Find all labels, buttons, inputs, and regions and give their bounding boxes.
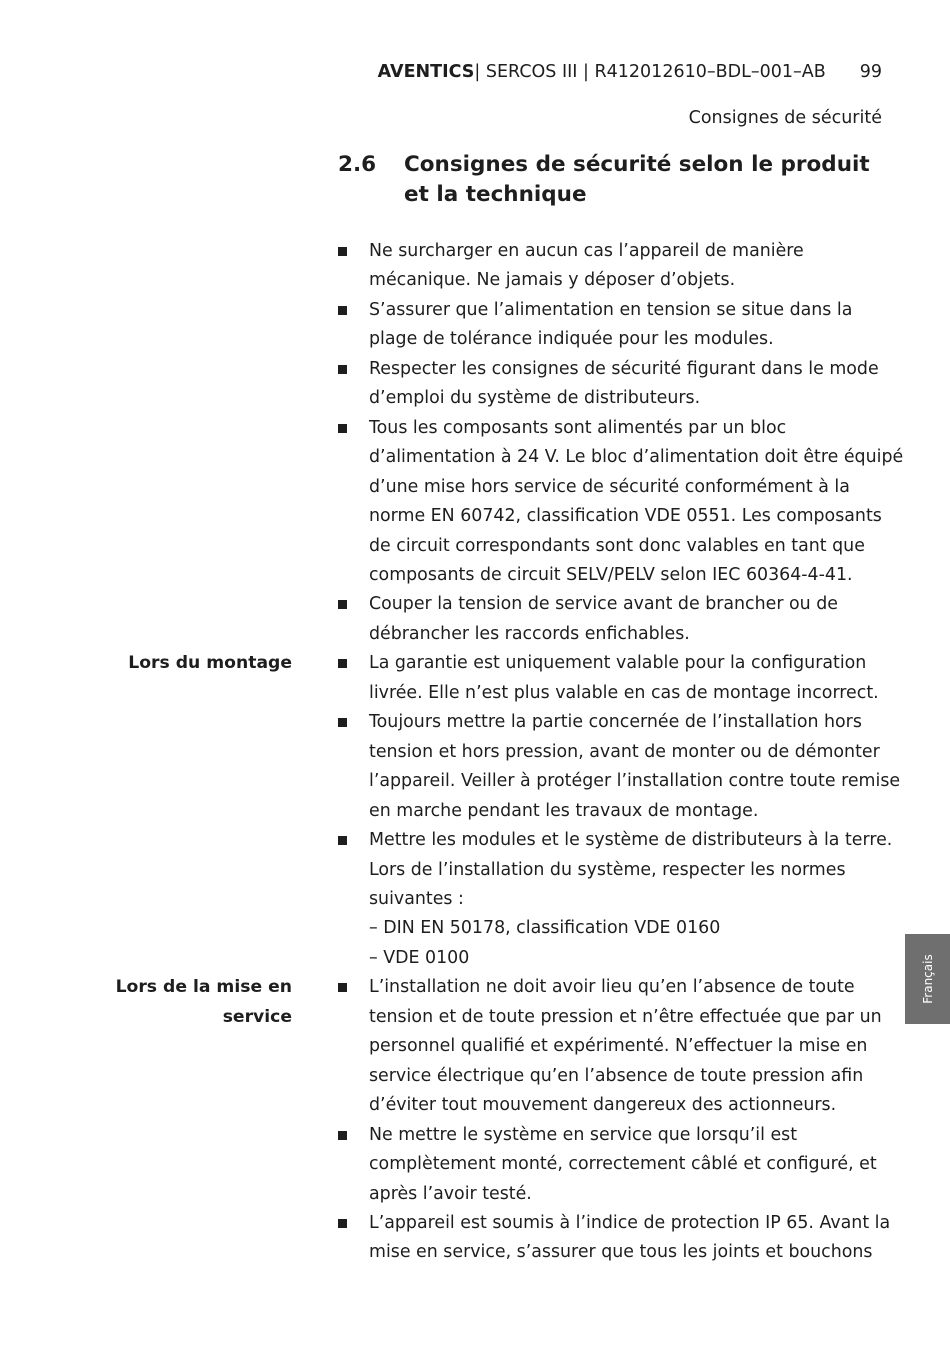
list-item-line: l’appareil. Veiller à protéger l’installation contre toute remise bbox=[369, 771, 901, 792]
square-bullet-icon bbox=[338, 306, 347, 315]
list-item-line: en marche pendant les travaux de montage. bbox=[369, 800, 759, 821]
list-item-line: mise en service, s’assurer que tous les joints et bouchons bbox=[369, 1242, 873, 1263]
square-bullet-icon bbox=[338, 983, 347, 992]
chapter-name: Consignes de sécurité bbox=[688, 108, 882, 128]
square-bullet-icon bbox=[338, 718, 347, 727]
section-title bbox=[338, 150, 898, 210]
list-item-line: composants de circuit SELV/PELV selon IEC 60364-4-41. bbox=[369, 564, 853, 585]
list-item-line: tension et de toute pression et n’être effectuée que par un bbox=[369, 1006, 882, 1027]
language-tab-label: Français bbox=[920, 954, 935, 1004]
list-item-line: d’une mise hors service de sécurité conformément à la bbox=[369, 476, 850, 497]
list-item-line: service électrique qu’en l’absence de toute pression afin bbox=[369, 1065, 864, 1086]
page-number: 99 bbox=[859, 62, 882, 82]
section-title-text: Consignes de sécurité selon le produit et la technique bbox=[404, 152, 870, 207]
list-item-line: tension et hors pression, avant de monter ou de démonter bbox=[369, 741, 880, 762]
list-item bbox=[338, 826, 893, 973]
list-item-line: suivantes : bbox=[369, 888, 464, 909]
list-item-line: L’installation ne doit avoir lieu qu’en l’absence de toute bbox=[369, 977, 855, 998]
mounting-label-text: Lors du montage bbox=[128, 653, 292, 674]
list-item-line: – VDE 0100 bbox=[369, 947, 470, 968]
list-item bbox=[338, 237, 888, 296]
mounting-instructions bbox=[128, 649, 901, 973]
list-item-line: Tous les composants sont alimentés par un bloc bbox=[369, 417, 787, 438]
content-area bbox=[115, 237, 904, 1268]
list-item bbox=[338, 1209, 891, 1268]
list-item-line: mécanique. Ne jamais y déposer d’objets. bbox=[369, 270, 736, 291]
list-item-line: de circuit correspondants sont donc valables en tant que bbox=[369, 535, 865, 556]
commissioning-instructions bbox=[115, 973, 891, 1268]
language-tab bbox=[905, 934, 950, 1024]
square-bullet-icon bbox=[338, 365, 347, 374]
list-item-line: d’éviter tout mouvement dangereux des actionneurs. bbox=[369, 1095, 837, 1116]
list-item-line: débrancher les raccords enfichables. bbox=[369, 623, 690, 644]
mounting-label bbox=[92, 649, 292, 678]
square-bullet-icon bbox=[338, 424, 347, 433]
square-bullet-icon bbox=[338, 1219, 347, 1228]
list-item-line: Mettre les modules et le système de distributeurs à la terre. bbox=[369, 830, 893, 851]
list-item-line: Lors de l’installation du système, respecter les normes bbox=[369, 859, 846, 880]
commissioning-label-line: Lors de la mise en bbox=[115, 977, 292, 998]
list-item-line: Respecter les consignes de sécurité figurant dans le mode bbox=[369, 358, 879, 379]
list-item-line: La garantie est uniquement valable pour la configuration bbox=[369, 653, 867, 674]
list-item-line: S’assurer que l’alimentation en tension se situe dans la bbox=[369, 299, 853, 320]
list-item-line: Couper la tension de service avant de brancher ou de bbox=[369, 594, 838, 615]
list-item-line: d’emploi du système de distributeurs. bbox=[369, 388, 701, 409]
list-item bbox=[338, 1121, 888, 1209]
list-item bbox=[338, 649, 888, 708]
square-bullet-icon bbox=[338, 659, 347, 668]
document-reference: | SERCOS III | R412012610–BDL–001–AB bbox=[474, 62, 826, 82]
list-item-line: livrée. Elle n’est plus valable en cas de montage incorrect. bbox=[369, 682, 879, 703]
square-bullet-icon bbox=[338, 247, 347, 256]
brand-name: AVENTICS bbox=[377, 62, 475, 82]
list-item-line: – DIN EN 50178, classification VDE 0160 bbox=[369, 918, 721, 939]
list-item bbox=[338, 296, 888, 355]
general-instructions bbox=[338, 237, 904, 649]
list-item-line: L’appareil est soumis à l’indice de protection IP 65. Avant la bbox=[369, 1212, 891, 1233]
square-bullet-icon bbox=[338, 1131, 347, 1140]
list-item-line: complètement monté, correctement câblé et configuré, et bbox=[369, 1154, 877, 1175]
list-item bbox=[338, 708, 901, 826]
list-item-line: personnel qualifié et expérimenté. N’effectuer la mise en bbox=[369, 1036, 868, 1057]
list-item bbox=[338, 414, 904, 591]
list-item-line: plage de tolérance indiquée pour les modules. bbox=[369, 329, 774, 350]
section-number: 2.6 bbox=[338, 152, 377, 177]
commissioning-label bbox=[92, 973, 292, 1032]
list-item-line: d’alimentation à 24 V. Le bloc d’alimentation doit être équipé bbox=[369, 447, 904, 468]
square-bullet-icon bbox=[338, 600, 347, 609]
list-item bbox=[338, 355, 888, 414]
square-bullet-icon bbox=[338, 836, 347, 845]
list-item-line: Ne mettre le système en service que lorsqu’il est bbox=[369, 1124, 798, 1145]
list-item-line: norme EN 60742, classification VDE 0551. Les composants bbox=[369, 506, 882, 527]
list-item bbox=[338, 590, 888, 649]
list-item bbox=[338, 973, 888, 1120]
list-item-line: Toujours mettre la partie concernée de l’installation hors bbox=[369, 712, 862, 733]
running-header bbox=[378, 62, 882, 82]
commissioning-label-line: service bbox=[222, 1006, 292, 1027]
list-item-line: Ne surcharger en aucun cas l’appareil de manière bbox=[369, 241, 804, 261]
list-item-line: après l’avoir testé. bbox=[369, 1183, 532, 1204]
